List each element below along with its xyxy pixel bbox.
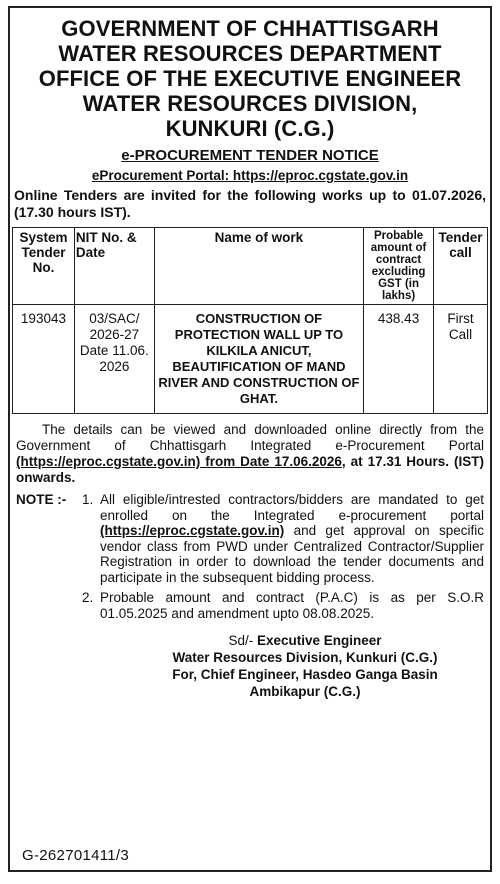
note-item-2 (82, 590, 484, 621)
note-item-1-text-end: and get approval on specific vendor class from PWD under Centralized Contractor/Supplier Registration in order to download the tender documents and participate in the subsequent bidding process. (100, 523, 484, 585)
table-header-row (13, 228, 488, 305)
header-line-division: WATER RESOURCES DIVISION, (82, 91, 418, 116)
cell-nit-no: 03/SAC/ 2026-27 Date 11.06. 2026 (74, 305, 154, 414)
details-text-start: The details can be viewed and downloaded online directly from the Government of Chhattisgarh Integrated e-Procurement Portal (16, 422, 484, 453)
footer-code: G-262701411/3 (22, 847, 130, 864)
invite-text: Online Tenders are invited for the following works up to 01.07.2026, (17.30 hours IST). (14, 187, 486, 220)
signature-title-line (120, 632, 490, 649)
col-nit-no: NIT No. & Date (74, 228, 154, 305)
signature-division: Water Resources Division, Kunkuri (C.G.) (172, 650, 438, 665)
signature-location: Ambikapur (C.G.) (249, 684, 361, 699)
note-item-1 (82, 492, 484, 585)
header-line-location: KUNKURI (C.G.) (165, 116, 335, 141)
notice-title: e-PROCUREMENT TENDER NOTICE (121, 147, 379, 164)
header-line-government: GOVERNMENT OF CHHATTISGARH (61, 16, 439, 41)
header-line-department: WATER RESOURCES DEPARTMENT (58, 41, 442, 66)
note-item-1-number: 1. (82, 492, 94, 507)
tender-notice (8, 6, 492, 872)
note-item-1-text (100, 492, 484, 585)
signature-sd: Sd/- (228, 633, 254, 648)
col-system-tender-no: System Tender No. (13, 228, 75, 305)
header (10, 16, 490, 141)
portal-url[interactable]: https://eproc.cgstate.gov.in (232, 168, 409, 183)
note-item-1-text-start: All eligible/intrested contractors/bidders are mandated to get enrolled on the Integrated e-procurement portal (100, 492, 484, 523)
note-label: NOTE :- (16, 492, 67, 507)
col-name-of-work: Name of work (154, 228, 363, 305)
note-item-1-link[interactable]: (https://eproc.cgstate.gov.in) (100, 523, 285, 538)
header-line-office: OFFICE OF THE EXECUTIVE ENGINEER (38, 66, 462, 91)
note-body (82, 492, 484, 626)
signature-title: Executive Engineer (256, 633, 382, 648)
note-item-2-text: Probable amount and contract (P.A.C) is as per S.O.R 01.05.2025 and amendment upto 08.08.2025. (100, 590, 484, 621)
cell-probable-amount: 438.43 (364, 305, 434, 414)
tender-table (12, 227, 488, 414)
details-paragraph (16, 422, 484, 486)
signature-block (10, 632, 490, 700)
col-probable-amount: Probable amount of contract excluding GST (in lakhs) (364, 228, 434, 305)
portal-line (10, 168, 490, 183)
note-section (16, 492, 484, 626)
cell-name-of-work: CONSTRUCTION OF PROTECTION WALL UP TO KILKILA ANICUT, BEAUTIFICATION OF MAND RIVER AND CONSTRUCTION OF GHAT. (154, 305, 363, 414)
note-item-2-number: 2. (82, 590, 94, 605)
col-tender-call: Tender call (434, 228, 488, 305)
cell-tender-call: First Call (434, 305, 488, 414)
table-row (13, 305, 488, 414)
details-portal-link[interactable]: (https://eproc.cgstate.gov.in) from Date 17.06.2026 (16, 454, 342, 469)
signature-chief-engineer: For, Chief Engineer, Hasdeo Ganga Basin (172, 667, 438, 682)
cell-system-tender-no: 193043 (13, 305, 75, 414)
details-text-end: , at 17.31 Hours. (IST) onwards. (16, 454, 484, 485)
portal-label: eProcurement Portal: (91, 168, 233, 183)
